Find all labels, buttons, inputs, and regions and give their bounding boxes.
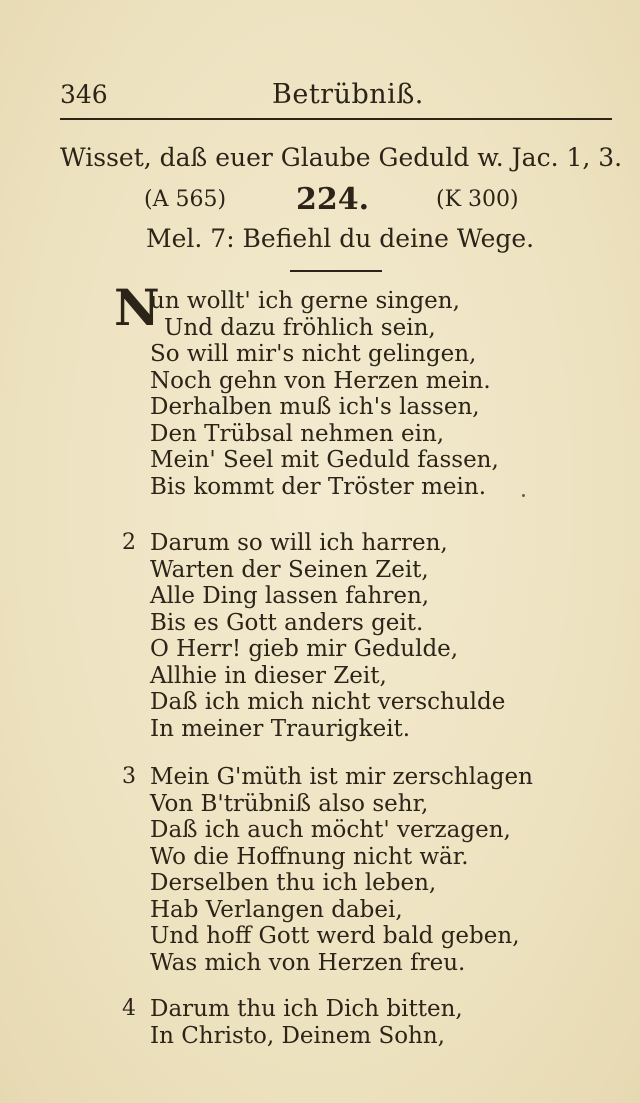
verse-line: Wo die Hoffnung nicht wär. (150, 843, 469, 870)
verse-line: Mein G'müth ist mir zerschlagen (150, 764, 533, 790)
running-title: Betrübniß. (272, 79, 424, 110)
drop-cap: N (114, 278, 160, 337)
stanza-number: 2 (122, 530, 136, 555)
verse-line: Derselben thu ich leben, (150, 870, 437, 896)
verse-line: Darum thu ich Dich bitten, (150, 996, 463, 1022)
verse-line: Und dazu fröhlich sein, (164, 314, 436, 341)
verse-line: So will mir's nicht gelingen, (150, 341, 477, 367)
verse-line: Allhie in dieser Zeit, (150, 662, 387, 689)
stanza-number: 4 (122, 996, 136, 1021)
verse-line: Den Trübsal nehmen ein, (150, 420, 445, 447)
stanza-3 (122, 764, 590, 976)
section-divider (290, 270, 382, 272)
hymn-heading (140, 182, 540, 218)
verse-line: In Christo, Deinem Sohn, (150, 1022, 445, 1049)
verse-line: Derhalben muß ich's lassen, (150, 394, 480, 420)
verse-line: Von B'trübniß also sehr, (150, 790, 429, 817)
verse-line: Hab Verlangen dabei, (150, 896, 403, 923)
verse-line: Warten der Seinen Zeit, (150, 556, 429, 583)
verse-line: un wollt' ich gerne singen, (150, 288, 460, 314)
verse-line: Und hoff Gott werd bald geben, (150, 923, 520, 949)
stanza-1 (114, 278, 590, 500)
hymn-number: 224. (296, 182, 370, 217)
stanza-4 (122, 996, 590, 1049)
verse-line: Noch gehn von Herzen mein. (150, 367, 491, 394)
verse-line: Alle Ding lassen fahren, (150, 583, 430, 609)
verse-line: Bis es Gott anders geit. (150, 609, 424, 636)
verse-line: O Herr! gieb mir Gedulde, (150, 636, 459, 662)
verse-line: Bis kommt der Tröster mein. (150, 473, 487, 500)
verse-line: Daß ich auch möcht' verzagen, (150, 817, 511, 843)
verse-line: In meiner Traurigkeit. (150, 715, 411, 742)
page-number: 346 (60, 80, 108, 109)
verse-line: Mein' Seel mit Geduld fassen, (150, 447, 499, 473)
hymn-reference-left: (A 565) (144, 187, 227, 212)
melody-indication: Mel. 7: Befiehl du deine Wege. (146, 224, 535, 253)
hymn-reference-right: (K 300) (436, 187, 519, 212)
ink-speck (522, 494, 525, 497)
previous-hymn-ending: Wisset, daß euer Glaube Geduld w. Jac. 1, 3. (60, 143, 623, 172)
header-rule (60, 118, 612, 120)
verse-line: Daß ich mich nicht verschulde (150, 689, 506, 715)
stanza-2 (122, 530, 590, 742)
verse-line: Darum so will ich harren, (150, 530, 448, 556)
stanza-number: 3 (122, 764, 136, 789)
verse-line: Was mich von Herzen freu. (150, 949, 466, 976)
